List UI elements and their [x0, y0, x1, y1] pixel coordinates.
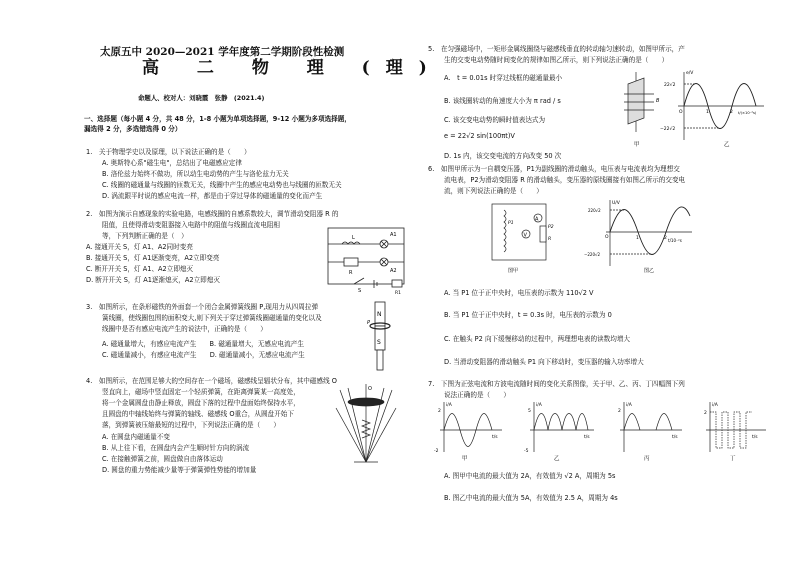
section-heading-line1: 一、选择题（每小题 4 分，共 48 分，1-8 小题为单项选择题，9-12 小题为多项选择题，: [84, 115, 351, 123]
q2-circuit-figure: [322, 222, 412, 294]
q7-current-graphs: [434, 398, 768, 462]
authors-line: 命题人、校对人：刘晓霞 张静 (2021.4): [138, 94, 265, 102]
q6-label-origin: O: [605, 235, 609, 240]
q2-stem-line2: 阻值，且使得滑动变阻器接入电路中的阻值与线圈直流电阻相: [102, 221, 281, 229]
q6-label-jia: 图甲: [508, 268, 519, 274]
q4-metal-disc: [348, 398, 384, 406]
q2-label-a2: A2: [390, 268, 397, 274]
q6-label-v: V: [523, 232, 527, 239]
q2-option-c[interactable]: C. 断开开关 S，灯 A1、A2立即熄灭: [86, 265, 194, 273]
q4-field-figure: [334, 380, 398, 468]
q7-stem-line2: 说法正确的是（ ）: [444, 391, 510, 399]
q6-label-umax: 220√2: [588, 208, 601, 213]
q4-option-c[interactable]: C. 在接触弹簧之前，圆盘做自由落体运动: [102, 455, 223, 463]
q6-option-c[interactable]: C. 在触头 P2 向下缓慢移动的过程中，两理想电表的读数均增大: [444, 335, 631, 343]
q5-label-b: B: [656, 98, 660, 104]
q7-graph-yi-curve: [534, 414, 588, 431]
q5-option-c-formula: e = 22√2 sin(100πt)V: [444, 132, 515, 140]
q7-option-a[interactable]: A. 图甲中电流的最大值为 2A，有效值为 √2 A，周期为 5s: [444, 472, 616, 480]
section-heading-line2: 漏选得 2 分，多选错选得 0 分）: [84, 125, 182, 133]
q7-label-ding: 丁: [730, 456, 736, 462]
q5-label-emax: 22√2: [664, 83, 676, 88]
q6-label-yi: 图乙: [644, 268, 655, 274]
q5-option-b[interactable]: B. 该线圈转动的角速度大小为 π rad / s: [444, 97, 561, 105]
q3-label-s: S: [377, 339, 381, 346]
q7-graph-bing-curve: [624, 414, 672, 431]
q5-label-taxis: t/(×10⁻²s): [738, 111, 757, 115]
q1-stem: 1. 关于物理学史以及原理，以下说法正确的是（ ）: [86, 148, 251, 156]
q5-tick-1: 1: [706, 110, 709, 115]
q7-bing-taxis: t/s: [672, 435, 678, 440]
q6-label-taxis: t/10⁻²s: [668, 238, 682, 243]
q2-stem-line3: 等，下列判断正确的是（ ）: [102, 232, 188, 240]
q7-yi-min: -5: [524, 449, 529, 454]
q4-stem-line5: 落，到弹簧被压缩最短的过程中，下列说法正确的是（ ）: [102, 421, 281, 429]
q7-jia-iaxis: i/A: [446, 403, 452, 408]
q7-jia-max: 2: [438, 409, 441, 414]
q6-tick-2: 2: [664, 236, 667, 241]
q1-option-d[interactable]: D. 涡流跟平时说的感应电流一样，都是由于穿过导体的磁通量的变化而产生: [102, 192, 323, 200]
q7-yi-taxis: t/s: [584, 435, 590, 440]
q6-label-uaxis: U/V: [612, 201, 620, 206]
q5-option-c[interactable]: C. 该交变电动势的瞬时值表达式为: [444, 116, 546, 124]
q4-option-a[interactable]: A. 在圆盘内磁通量不变: [102, 433, 170, 441]
q3-options-cd[interactable]: C. 磁通量减小，有感应电流产生 D. 磁通量减小，无感应电流产生: [102, 351, 305, 359]
q6-stem-line3: 流，则下列说法正确的是（ ）: [444, 187, 543, 195]
q7-stem-line1: 7. 下图为正弦电流和方波电流随时间的变化关系图像，关于甲、乙、丙、丁四幅图下列: [428, 380, 685, 388]
q6-sine-curve: [610, 207, 690, 255]
q4-stem-line2: 竖直向上，磁场中竖直固定一个轻质弹簧，在距离弹簧某一高度处，: [102, 388, 300, 396]
q4-stem-line4: 且圆盘的中轴线始终与弹簧的轴线、磁感线 O重合，从圆盘开始下: [102, 410, 294, 418]
q2-label-r1: R1: [395, 291, 401, 294]
q7-jia-min: -2: [434, 449, 439, 454]
q7-bing-max: 2: [618, 409, 621, 414]
q1-option-c[interactable]: C. 线圈的磁通量与线圈的匝数无关，线圈中产生的感应电动势也与线圈的匝数无关: [102, 181, 342, 189]
q7-yi-max: 5: [528, 409, 531, 414]
q6-label-p2: P2: [548, 225, 554, 230]
q6-rheostat: [540, 226, 546, 242]
q4-stem-line3: 将一个金属圆盘由静止释放，圆盘下落的过程中盘面始终保持水平，: [102, 399, 300, 407]
q7-ding-max: 2: [704, 411, 707, 416]
q7-ding-taxis: t/s: [752, 435, 758, 440]
q2-option-d[interactable]: D. 断开开关 S，灯 A1逐渐熄灭，A2立即熄灭: [86, 276, 220, 284]
q7-jia-taxis: t/s: [492, 435, 498, 440]
q5-option-d[interactable]: D. 1s 内，该交变电流的方向改变 50 次: [444, 152, 562, 160]
q4-option-b[interactable]: B. 从上往下看，在圆盘内会产生顺时针方向的涡流: [102, 444, 250, 452]
q6-stem-line1: 6. 如图甲所示为一自耦变压器，P1为副线圈的滑动触头，电压表与电流表均为理想交: [428, 165, 680, 173]
q4-label-o: O: [368, 386, 372, 392]
q5-label-emin: −22√2: [660, 127, 676, 132]
q3-label-n: N: [377, 311, 382, 318]
q3-magnet-south: [375, 326, 385, 350]
q6-option-d[interactable]: D. 当滑动变阻器的滑动触头 P1 向下移动时，变压器的输入功率增大: [444, 358, 644, 366]
q2-label-r: R: [349, 270, 353, 276]
q2-switch: [354, 278, 364, 284]
q5-figures: [620, 66, 768, 148]
q5-option-a[interactable]: A. t = 0.01s 时穿过线框的磁通量最小: [444, 74, 563, 82]
q5-label-yi: 乙: [724, 142, 730, 148]
exam-subtitle: 高 二 物 理 (理): [142, 58, 443, 78]
q1-option-a[interactable]: A. 奥斯特心系"磁生电"，总结出了电磁感应定律: [102, 159, 242, 167]
q6-label-a: A: [535, 216, 539, 223]
q4-stem-line1: 4. 如图所示，在范围足够大的空间存在一个磁场，磁感线呈辐状分布，其中磁感线 O: [86, 377, 337, 385]
q7-bing-iaxis: i/A: [626, 403, 632, 408]
q5-label-jia: 甲: [634, 142, 640, 148]
q6-transformer-circuit: [492, 204, 546, 260]
q5-stem-line1: 5. 在匀强磁场中，一矩形金属线圈绕与磁感线垂直的转动轴匀速转动，如图甲所示，产: [428, 45, 685, 53]
q2-label-l: L: [352, 235, 355, 241]
q5-stem-line2: 生的交变电动势随时间变化的规律如图乙所示，则下列说法正确的是（ ）: [444, 56, 669, 64]
q7-label-bing: 丙: [644, 456, 650, 462]
q3-options-ab[interactable]: A. 磁通量增大，有感应电流产生 B. 磁通量增大，无感应电流产生: [102, 340, 304, 348]
q6-stem-line2: 流电表，P2为滑动变阻器 R 的滑动触头，变压器的原线圈接有如图乙所示的交变电: [444, 176, 686, 184]
q2-label-s: S: [358, 288, 362, 294]
q3-stem-line3: 线圈中是否有感应电流产生的说法中，正确的是（ ）: [102, 325, 267, 333]
q6-autotransformer-coil: [504, 210, 506, 252]
q5-label-eaxis: e/V: [686, 71, 694, 76]
q7-yi-iaxis: i/A: [536, 403, 542, 408]
q7-label-jia: 甲: [462, 456, 468, 462]
q7-option-b[interactable]: B. 图乙中电流的最大值为 5A，有效值为 2.5 A，周期为 4s: [444, 494, 618, 502]
q2-label-a1: A1: [390, 232, 397, 238]
q1-option-b[interactable]: B. 洛伦兹力始终不做功，所以动生电动势的产生与洛伦兹力无关: [102, 170, 289, 178]
q3-stem-line2: 簧线圈，使线圈包围的面积变大,则下列关于穿过弹簧线圈磁通量的变化以及: [102, 314, 322, 322]
q6-label-r: R: [548, 237, 552, 242]
q6-label-p1: P1: [508, 221, 514, 226]
q7-ding-iaxis: i/A: [712, 403, 718, 408]
q6-tick-1: 1: [636, 236, 639, 241]
q2-option-b[interactable]: B. 接通开关 S，灯 A1逐渐变亮，A2立即变亮: [86, 254, 220, 262]
q6-label-umin: −220√2: [584, 252, 601, 257]
q7-label-yi: 乙: [554, 456, 560, 462]
q4-option-d[interactable]: D. 圆盘的重力势能减少量等于弹簧弹性势能的增加量: [102, 466, 257, 474]
q3-stem-line1: 3. 如图所示，在条形磁铁的外面套一个闭合金属弹簧线圈 P,现用力从四周拉弹: [86, 303, 319, 311]
q3-magnet-figure: [367, 300, 393, 372]
q3-label-p: P: [367, 320, 371, 326]
q6-option-a[interactable]: A. 当 P1 位于正中央时，电压表的示数为 110√2 V: [444, 289, 594, 297]
q5-coil-frame: [628, 78, 644, 124]
q6-figures: [478, 196, 698, 276]
q2-resistor: [344, 258, 358, 266]
q6-option-b[interactable]: B. 当 P1 位于正中央时，t = 0.3s 时，电压表的示数为 0: [444, 311, 612, 319]
q5-label-origin: O: [679, 110, 683, 115]
exam-title: 太原五中 2020—2021 学年度第二学期阶段性检测: [100, 46, 345, 58]
q2-option-a[interactable]: A. 接通开关 S，灯 A1、A2同时变亮: [86, 243, 193, 251]
q2-stem-line1: 2. 如图为演示自感现象的实验电路，电感线圈的自感系数较大，调节滑动变阻器 R 的: [86, 210, 339, 218]
q5-tick-2: 2: [730, 110, 733, 115]
